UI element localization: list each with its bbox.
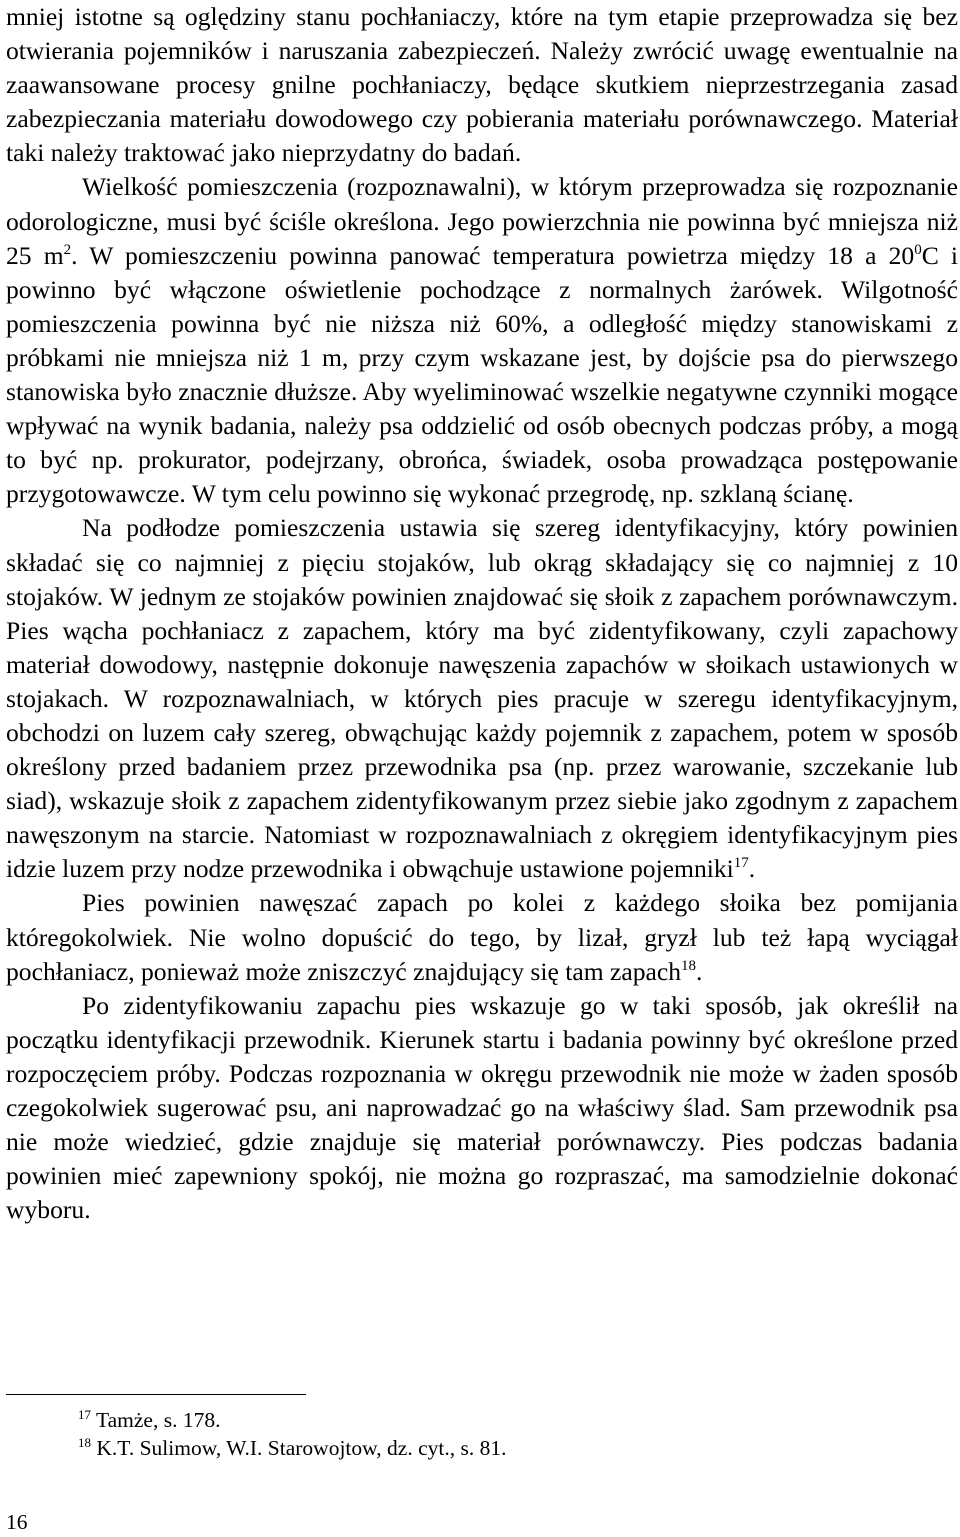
paragraph-text: . W pomieszczeniu powinna panować temperatura powietrza między 18 a 20 <box>71 240 915 270</box>
paragraph <box>6 511 958 886</box>
paragraph-text: C i powinno być włączone oświetlenie pochodzące z normalnych żarówek. Wilgotność pomieszczenia powinna być nie niższa niż 60%, a odległość między stanowiskami z próbkami nie mniejsza niż 1 m, przy czym wskazane jest, by dojście psa do pierwszego stanowiska było znacznie dłuższe. Aby wyeliminować wszelkie negatywne czynniki mogące wpływać na wynik badania, należy psa oddzielić od osób obecnych podczas próby, a mogą to być np. prokurator, podejrzany, obrońca, świadek, osoba prowadząca postępowanie przygotowawcze. W tym celu powinno się wykonać przegrodę, np. szklaną ścianę. <box>6 240 958 509</box>
superscript: 18 <box>681 957 697 974</box>
superscript: 2 <box>63 241 72 258</box>
paragraph-text: Pies powinien nawęszać zapach po kolei z każdego słoika bez pomijania któregokolwiek. Nie wolno dopuścić do tego, by lizał, gryzł lub też łapą wyciągał pochłaniacz, ponieważ może zniszczyć znajdujący się tam zapach <box>6 888 958 986</box>
paragraph <box>6 0 958 170</box>
page-number: 16 <box>6 1510 28 1534</box>
paragraph <box>6 886 958 988</box>
footnote-marker: 17 <box>78 1407 91 1422</box>
paragraph-text: Na podłodze pomieszczenia ustawia się szereg identyfikacyjny, który powinien składać się co najmniej z pięciu stojaków, lub okrąg składający się co najmniej z 10 stojaków. W jednym ze stojaków powinien znajdować się słoik z zapachem porównawczym. Pies wącha pochłaniacz z zapachem, który ma być zidentyfikowany, czyli zapachowy materiał dowodowy, następnie dokonuje nawęszenia zapachów w słoikach ustawionych w stojakach. W rozpoznawalniach, w których pies pracuje w szeregu identyfikacyjnym, obchodzi on luzem cały szereg, obwąchując każdy pojemnik z zapachem, potem w sposób określony przed badaniem przez przewodnika psa (np. przez warowanie, szczekanie lub siad), wskazuje słoik z zapachem zidentyfikowanym przez siebie jako zgodnym z zapachem nawęszonym na starcie. Natomiast w rozpoznawalniach z okręgiem identyfikacyjnym pies idzie luzem przy nodze przewodnika i obwąchuje ustawione pojemniki <box>6 513 958 884</box>
footnote-18 <box>78 1434 506 1462</box>
paragraph-text: . <box>696 956 703 986</box>
paragraph-text: mniej istotne są oględziny stanu pochłaniaczy, które na tym etapie przeprowadza się bez otwierania pojemników i naruszania zabezpieczeń. Należy zwrócić uwagę ewentualnie na zaawansowane procesy gnilne pochłaniaczy, będące skutkiem nieprzestrzegania zasad zabezpieczania materiału dowodowego czy pobierania materiału porównawczego. Materiał taki należy traktować jako nieprzydatny do badań. <box>6 2 958 168</box>
footnote-text: Tamże, s. 178. <box>91 1408 221 1432</box>
footnote-separator <box>6 1394 306 1395</box>
superscript: 17 <box>733 855 749 872</box>
footnotes <box>78 1406 506 1462</box>
paragraph-text: Po zidentyfikowaniu zapachu pies wskazuje go w taki sposób, jak określił na początku identyfikacji przewodnik. Kierunek startu i badania powinny być określone przed rozpoczęciem próby. Podczas rozpoznania w okręgu przewodnik nie może w żaden sposób czegokolwiek sugerować psu, ani naprowadzać go na właściwy ślad. Sam przewodnik psa nie może wiedzieć, gdzie znajduje się materiał porównawczy. Pies podczas badania powinien mieć zapewniony spokój, nie można go rozpraszać, ma samodzielnie dokonać wyboru. <box>6 990 958 1225</box>
paragraph <box>6 170 958 511</box>
paragraph-text: . <box>748 854 756 884</box>
superscript: 0 <box>914 241 922 258</box>
paragraph <box>6 989 958 1228</box>
footnote-text: K.T. Sulimow, W.I. Starowojtow, dz. cyt., s. 81. <box>91 1436 507 1460</box>
footnote-17 <box>78 1406 506 1434</box>
footnote-marker: 18 <box>78 1435 91 1450</box>
paragraph-text: Wielkość pomieszczenia (rozpoznawalni), w którym przeprowadza się rozpoznanie odorologiczne, musi być ściśle określona. Jego powierzchnia nie powinna być mniejsza niż 25 m <box>6 172 958 270</box>
page-body <box>6 0 958 1227</box>
